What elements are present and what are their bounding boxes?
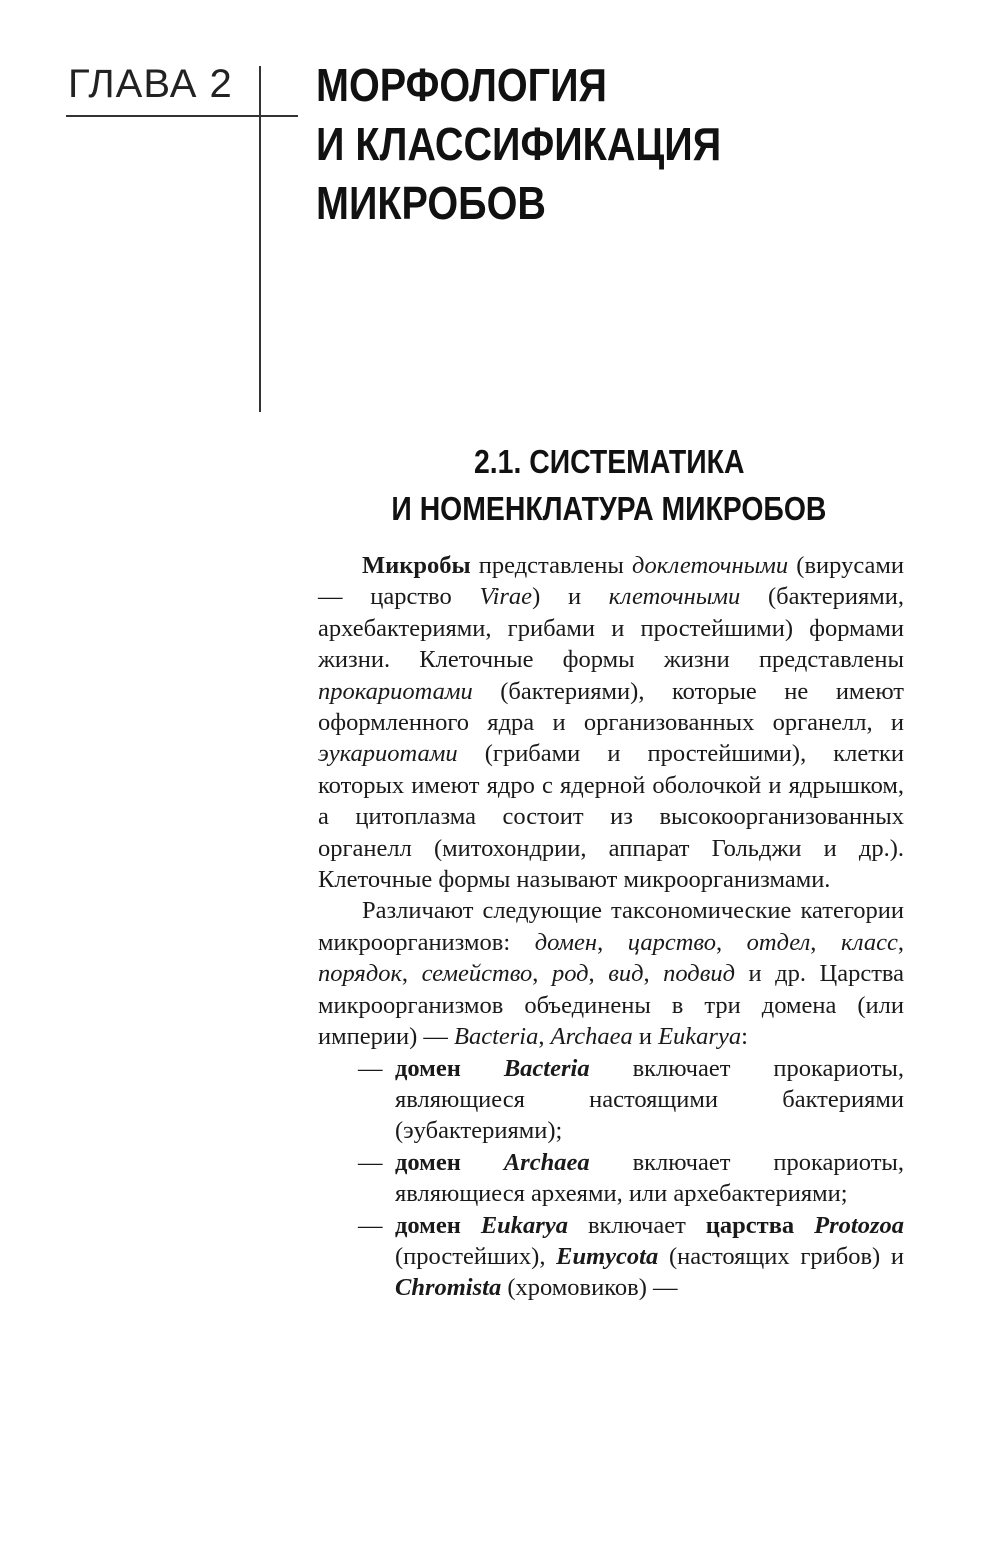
taxon-archaea-bold: Archaea	[503, 1148, 590, 1176]
text-run: (простейших),	[395, 1242, 557, 1270]
body-text	[318, 550, 904, 1304]
paragraph-taxonomy	[318, 895, 904, 1052]
chapter-horizontal-rule	[66, 115, 298, 117]
term-kingdoms-bold: царства	[705, 1211, 815, 1239]
term-domain-bold: домен	[395, 1148, 504, 1176]
term-domain-bold: домен	[395, 1054, 504, 1082]
domain-list	[318, 1053, 904, 1304]
taxon-archaea: Archaea	[550, 1023, 633, 1051]
term-kingdom: царство	[627, 928, 716, 956]
chapter-label: ГЛАВА 2	[68, 62, 233, 106]
term-domain: домен	[534, 928, 598, 956]
text-run: включает	[567, 1211, 706, 1239]
text-run: ,	[643, 960, 664, 988]
text-run: ,	[715, 928, 747, 956]
term-family: семейство	[421, 960, 533, 988]
term-eukaryotes: эукариотами	[318, 740, 458, 768]
text-run: (настоящих грибов) и	[658, 1242, 904, 1270]
list-item-archaea	[318, 1147, 904, 1210]
text-run: включает прокариоты, являющиеся археями, или архебактериями;	[395, 1148, 904, 1208]
chapter-vertical-rule	[259, 66, 261, 412]
term-cellular: клеточными	[608, 583, 741, 611]
list-item-eukarya	[318, 1210, 904, 1304]
term-order: порядок	[318, 960, 402, 988]
term-domain-bold: домен	[395, 1211, 481, 1239]
text-run: (вирусами — царство	[318, 552, 904, 611]
text-run: и	[632, 1023, 659, 1051]
text-run: и др. Царства микроорганизмов объединены в три домена (или империи) —	[318, 960, 905, 1051]
text-run: ,	[538, 1023, 551, 1051]
chapter-title-line: МОРФОЛОГИЯ	[316, 59, 607, 111]
text-run: (бактериями, архебактериями, грибами и простейшими) формами жизни. Клеточные формы жизни представлены	[318, 583, 904, 674]
text-run: Различают следующие таксономические категории микроорганизмов:	[318, 897, 904, 956]
term-species: вид	[608, 960, 644, 988]
list-item-bacteria	[318, 1053, 904, 1147]
taxon-bacteria: Bacteria	[453, 1023, 539, 1051]
list-dash: —	[358, 1148, 383, 1176]
paragraph-microbes	[318, 550, 904, 895]
text-run: ,	[401, 960, 422, 988]
text-run: ) и	[532, 583, 609, 611]
term-microbes: Микробы	[362, 552, 471, 579]
text-run: ,	[588, 960, 609, 988]
term-class: класс	[840, 928, 898, 956]
section-title-line: 2.1. СИСТЕМАТИКА	[473, 443, 745, 480]
text-run: ,	[810, 928, 841, 956]
term-subspecies: подвид	[663, 960, 735, 988]
text-run: включает прокариоты, являющиеся настоящими бактериями (эубактериями);	[395, 1054, 904, 1145]
taxon-bacteria-bold: Bacteria	[503, 1054, 590, 1082]
text-run: :	[741, 1023, 748, 1051]
taxon-virae: Virae	[479, 583, 533, 611]
list-dash: —	[358, 1054, 383, 1082]
text-run: (хромовиков) —	[501, 1274, 678, 1302]
list-dash: —	[358, 1211, 383, 1239]
section-title-line: И НОМЕНКЛАТУРА МИКРОБОВ	[391, 490, 827, 527]
text-run: ,	[597, 928, 628, 956]
text-run: представлены	[470, 552, 633, 579]
term-precellular: доклеточными	[632, 552, 789, 579]
term-prokaryotes: прокариотами	[318, 677, 473, 705]
taxon-chromista: Chromista	[395, 1274, 502, 1302]
section-title	[316, 438, 902, 532]
taxon-eukarya-bold: Eukarya	[480, 1211, 568, 1239]
chapter-title-line: МИКРОБОВ	[316, 177, 546, 229]
term-division: отдел	[746, 928, 811, 956]
chapter-title-line: И КЛАССИФИКАЦИЯ	[316, 118, 722, 170]
text-run: (бактериями), которые не имеют оформленного ядра и организованных органелл, и	[318, 677, 904, 737]
chapter-title	[316, 56, 721, 233]
text-run: ,	[897, 928, 905, 956]
term-genus: род	[551, 960, 589, 988]
text-run: (грибами и простейшими), клетки которых имеют ядро с ядерной оболочкой и ядрышком, а цитоплазма состоит из высокоорганизованных органелл (митохондрии, аппарат Гольджи и др.). Клеточные формы называют микроорганизмами.	[318, 740, 904, 894]
text-run: ,	[532, 960, 552, 988]
taxon-eumycota: Eumycota	[556, 1242, 659, 1270]
taxon-eukarya: Eukarya	[658, 1023, 742, 1051]
taxon-protozoa: Protozoa	[814, 1211, 904, 1239]
